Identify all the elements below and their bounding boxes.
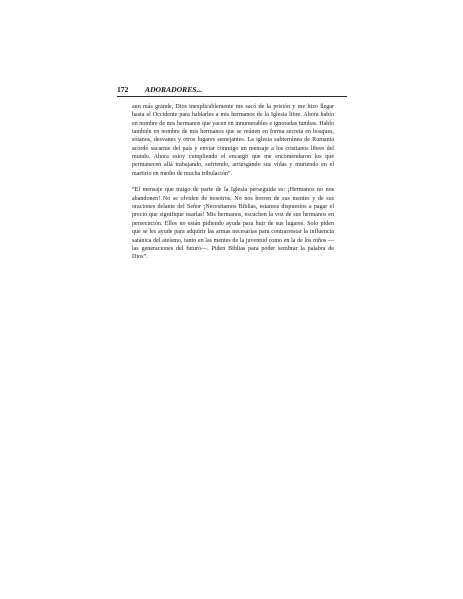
body-text [132, 103, 334, 262]
running-head [117, 84, 347, 96]
page-number: 172 [117, 85, 129, 94]
paragraph-testimony: aun más grande, Dios inexplicablemente me sacó de la prisión y me hizo llegar hasta el Occidente para hablarles a mis hermanos de la Iglesia libre. Ahora hablo en nombre de mis hermanos que yacen en innumerables e ignoradas tumbas. Hablo también en nombre de mis hermanos que se reúnen en forma secreta en bosques, sótanos, desvanes y otros lugares semejantes. La iglesia subterránea de Rumania acordó sacarme del país y enviar conmigo un mensaje a los cristianos libres del mundo. Ahora estoy cumpliendo el encargo que me encomendaron los que permanecen allá trabajando, sufriendo, arriesgando sus vidas y muriendo en el martirio en medio de mucha tribulación”. [132, 104, 334, 177]
running-title: ADORADORES... [145, 85, 203, 94]
header-rule [117, 96, 347, 97]
paragraph-message: “El mensaje que traigo de parte de la Iglesia perseguida es: ¡Hermanos no nos abandonen! No se olviden de nosotros. No nos borren de sus mentes y de sus oraciones delante del Señor ¡Necesitamos Biblias, estamos dispuestos a pagar el precio que signifique usarlas! Mis hermanos, escuchen la voz de sus hermanos en persecución. Ellos no están pidiendo ayuda para huir de sus lugares. Solo piden que se les ayude para adquirir las armas necesarias para contrarrestar la influencia satánica del ateísmo, tanto en las mentes de la juventud como en la de los niños —las generaciones del futuro—. Piden Biblias para poder sembrar la palabra de Dios”. [132, 187, 334, 261]
